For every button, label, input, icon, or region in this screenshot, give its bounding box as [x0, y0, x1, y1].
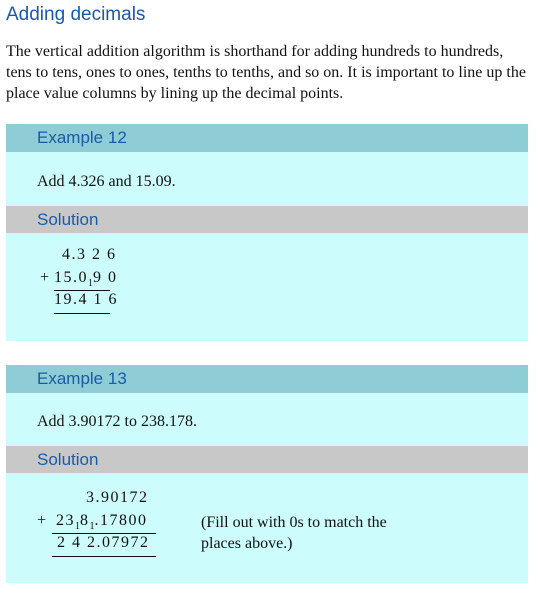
carry-digit-1: 1 [75, 521, 80, 533]
example-problem: Add 3.90172 to 238.178. [37, 413, 197, 430]
section-title: Adding decimals [6, 4, 146, 25]
example-title: Example 13 [6, 365, 528, 393]
addend-2-part-a: 15.0 [54, 269, 88, 286]
carry-digit: 1 [88, 278, 93, 290]
result-underline [52, 556, 156, 557]
example-12 [6, 124, 528, 341]
example-problem-box [6, 152, 528, 206]
solution-label: Solution [6, 206, 528, 233]
addend-2-part-c: .17800 [94, 512, 148, 529]
fill-zeros-note: (Fill out with 0s to match the places above.) [201, 514, 387, 552]
addend-2-part-a: 23 [56, 512, 75, 529]
addend-2 [54, 269, 118, 289]
example-title: Example 12 [6, 124, 528, 152]
plus-sign: + [37, 512, 48, 529]
addend-1: 4.3 2 6 [62, 246, 117, 263]
addend-2-part-b: 9 0 [93, 269, 118, 286]
intro-paragraph: The vertical addition algorithm is shorthand for adding hundreds to hundreds, tens to tens, ones to ones, tenths to tenths, and so on. It is important to line up the place value columns by lining up the decimal points. [6, 43, 526, 102]
plus-sign: + [40, 269, 51, 286]
carry-digit-2: 1 [89, 521, 95, 533]
addend-2-part-b: 8 [80, 512, 90, 529]
addend-2 [56, 512, 148, 532]
addend-1: 3.90172 [86, 489, 149, 506]
example-13 [6, 365, 528, 583]
solution-box [6, 233, 528, 341]
result-underline [54, 313, 110, 314]
example-problem-box [6, 393, 528, 446]
solution-box [6, 473, 528, 583]
sum-result: 2 4 2.07972 [57, 534, 150, 551]
sum-result: 19.4 1 6 [54, 291, 118, 308]
solution-label: Solution [6, 446, 528, 473]
example-problem: Add 4.326 and 15.09. [37, 173, 176, 190]
